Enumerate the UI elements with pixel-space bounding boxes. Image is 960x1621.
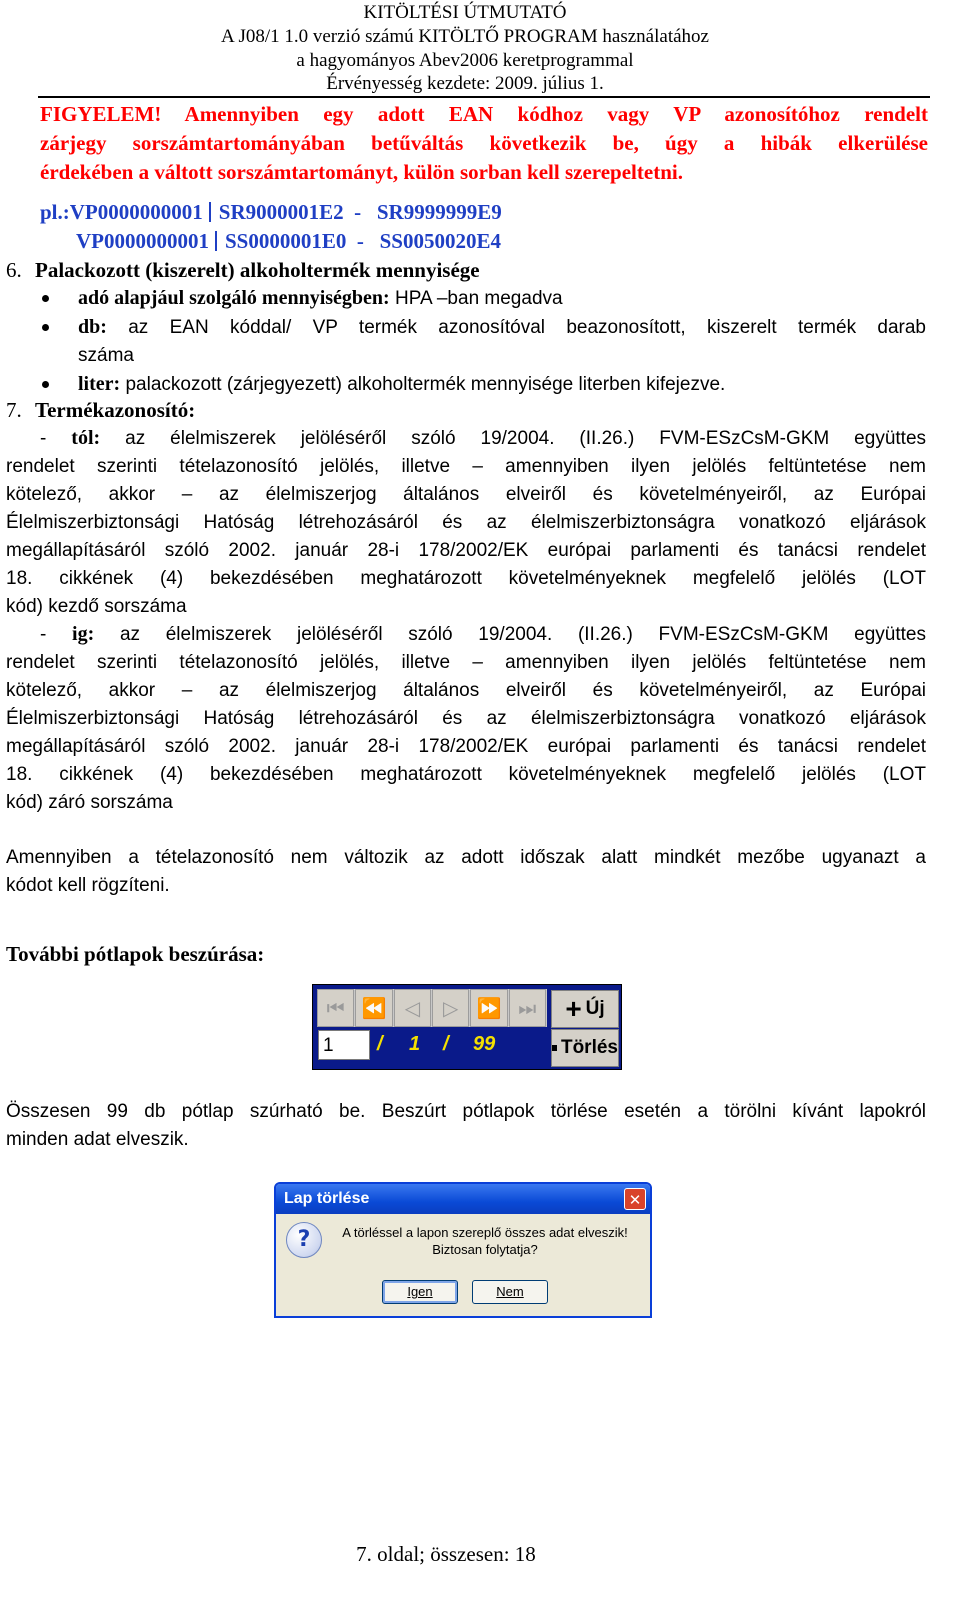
dialog-title: Lap törlése	[284, 1190, 370, 1207]
page-footer: 7. oldal; összesen: 18	[356, 1542, 536, 1566]
dialog-title-bar	[276, 1184, 650, 1214]
insert-heading: További pótlapok beszúrása:	[6, 942, 265, 966]
delete-page-dialog	[274, 1182, 652, 1318]
next-many-button[interactable]	[470, 989, 507, 1027]
header-title: KITÖLTÉSI ÚTMUTATÓ	[363, 2, 567, 23]
bullet-item	[40, 313, 926, 370]
bullet-label: liter:	[78, 373, 121, 395]
bullet-text: palackozott (zárjegyezett) alkoholtermék mennyisége literben kifejezve.	[120, 374, 726, 395]
delete-page-button[interactable]	[551, 1029, 619, 1067]
bullet-label: adó alapjául szolgáló mennyiségben:	[78, 287, 390, 309]
new-page-label: Új	[585, 998, 605, 1019]
paragraph-line: minden adat elveszik.	[6, 1129, 189, 1150]
separator-bar	[215, 231, 217, 251]
warning-line-1: Amennyiben egy adott EAN kódhoz vagy VP azonosítóhoz rendelt	[161, 102, 928, 126]
dialog-message	[330, 1224, 640, 1258]
section-7-title: Termékazonosító:	[35, 398, 196, 422]
example-from-1: SR9000001E2	[218, 200, 344, 224]
current-page-number: 1	[409, 1033, 421, 1055]
example-code-1: VP0000000001	[69, 200, 203, 224]
ig-paragraph	[6, 620, 926, 817]
section-6-heading	[6, 256, 926, 284]
last-icon: ⏭	[518, 996, 537, 1020]
next-many-icon: ⏩	[476, 996, 502, 1020]
first-record-button[interactable]	[317, 989, 354, 1027]
tol-label: tól:	[71, 427, 101, 449]
header-validity: Érvényesség kezdete: 2009. július 1.	[326, 73, 604, 94]
example-row-2	[40, 227, 640, 256]
bullet-text-cont: száma	[78, 345, 134, 366]
paragraph-line: megállapításáról szóló 2002. január 28-i 178/2002/EK európai parlamenti és tanácsi rendelet	[6, 540, 926, 561]
paragraph-line: 18. cikkének (4) bekezdésében meghatározott követelményeknek megfelelő jelölés (LOT	[6, 764, 926, 785]
bullet-label: db:	[78, 316, 107, 338]
section-7-heading	[6, 396, 926, 424]
example-dash-1: -	[354, 200, 362, 224]
example-codes	[40, 198, 640, 256]
example-dash-2: -	[356, 229, 364, 253]
section-6-number: 6.	[6, 258, 22, 282]
yes-button[interactable]	[382, 1280, 458, 1304]
paragraph-line: Amennyiben a tételazonosító nem változik az adott időszak alatt mindkét mezőbe ugyanazt a	[6, 847, 926, 868]
yes-label: Igen	[407, 1284, 433, 1299]
minus-icon	[552, 1045, 557, 1051]
paragraph-line: kód) záró sorszáma	[6, 792, 173, 813]
paragraph-line: rendelet szerinti tételazonosító jelölés, illetve – amennyiben ilyen jelölés feltüntetése nem	[6, 652, 926, 673]
warning-block	[40, 100, 928, 187]
total-page-number: 99	[473, 1033, 496, 1055]
paragraph-line: kötelező, akkor – az élelmiszerjog általános elveiről és követelményeiről, az Európai	[6, 680, 926, 701]
paragraph-line: megállapításáról szóló 2002. január 28-i 178/2002/EK európai parlamenti és tanácsi rendelet	[6, 736, 926, 757]
page-number-input[interactable]: 1	[318, 1030, 370, 1060]
prev-many-icon: ⏪	[361, 996, 387, 1020]
paragraph-line: - tól: az élelmiszerek jelöléséről szóló 19/2004. (II.26.) FVM-ESzCsM-GKM együttes	[40, 427, 927, 449]
prev-icon: ◁	[404, 996, 421, 1020]
counter-separator: /	[377, 1033, 383, 1055]
next-icon: ▷	[442, 996, 459, 1020]
bullet-item	[40, 370, 926, 399]
example-to-2: SS0050020E4	[379, 229, 501, 253]
counter-separator: /	[443, 1033, 449, 1055]
bullet-text: HPA –ban megadva	[389, 288, 563, 309]
record-navigator	[312, 984, 622, 1070]
example-from-2: SS0000001E0	[225, 229, 347, 253]
section-7-number: 7.	[6, 398, 22, 422]
ig-label: ig:	[72, 623, 95, 645]
prev-record-button[interactable]	[394, 989, 431, 1027]
bullet-text: az EAN kóddal/ VP termék azonosítóval beazonosított, kiszerelt termék darab	[106, 317, 926, 338]
warning-line-3: érdekében a váltott sorszámtartományt, külön sorban kell szerepeltetni.	[40, 160, 683, 184]
navigator-buttons	[317, 989, 547, 1027]
example-to-1: SR9999999E9	[376, 200, 502, 224]
prev-many-button[interactable]	[355, 989, 392, 1027]
no-button[interactable]	[472, 1280, 548, 1304]
next-record-button[interactable]	[432, 989, 469, 1027]
paragraph-line: 18. cikkének (4) bekezdésében meghatározott követelményeknek megfelelő jelölés (LOT	[6, 568, 926, 589]
dialog-message-line-1: A törléssel a lapon szereplő összes adat elveszik!	[342, 1225, 628, 1240]
paragraph-line: Élelmiszerbiztonsági Hatóság létrehozásáról és az élelmiszerbiztonságra vonatkozó eljárások	[6, 512, 926, 533]
first-icon: ⏮	[326, 996, 345, 1020]
header-rule	[38, 96, 930, 98]
warning-line-2: zárjegy sorszámtartományában betűváltás következik be, úgy a hibák elkerülése	[40, 131, 928, 155]
new-page-button[interactable]	[551, 990, 619, 1028]
warning-label: FIGYELEM!	[40, 102, 162, 126]
section-6-title: Palackozott (kiszerelt) alkoholtermék mennyisége	[35, 258, 480, 282]
header-framework: a hagyományos Abev2006 keretprogrammal	[296, 50, 634, 71]
paragraph-line: kódot kell rögzíteni.	[6, 875, 170, 896]
paragraph-line: rendelet szerinti tételazonosító jelölés, illetve – amennyiben ilyen jelölés feltüntetése nem	[6, 456, 926, 477]
no-label: Nem	[496, 1284, 524, 1299]
plus-icon: +	[565, 993, 582, 1024]
paragraph-line: kötelező, akkor – az élelmiszerjog általános elveiről és követelményeiről, az Európai	[6, 484, 926, 505]
last-record-button[interactable]	[509, 989, 546, 1027]
bullet-line	[78, 313, 926, 342]
paragraph-line: - ig: az élelmiszerek jelöléséről szóló 19/2004. (II.26.) FVM-ESzCsM-GKM együttes	[40, 623, 927, 645]
section-6-bullets	[40, 284, 926, 399]
note-paragraph	[6, 844, 926, 900]
question-icon: ?	[286, 1222, 322, 1258]
example-row-1	[40, 198, 640, 227]
header-program: A J08/1 1.0 verzió számú KITÖLTŐ PROGRAM használatához	[221, 26, 709, 47]
close-icon[interactable]: ✕	[624, 1188, 646, 1210]
paragraph-line: Összesen 99 db pótlap szúrható be. Beszúrt pótlapok törlése esetén a törölni kívánt lapokról	[6, 1101, 926, 1122]
delete-page-label: Törlés	[560, 1037, 618, 1058]
tol-paragraph	[6, 424, 926, 621]
example-code-2: VP0000000001	[76, 229, 209, 253]
paragraph-line: kód) kezdő sorszáma	[6, 596, 187, 617]
bullet-item	[40, 284, 926, 313]
separator-bar	[209, 202, 211, 222]
paragraph-line: Élelmiszerbiztonsági Hatóság létrehozásáról és az élelmiszerbiztonságra vonatkozó eljárások	[6, 708, 926, 729]
example-prefix: pl.:	[40, 200, 70, 224]
summary-paragraph	[6, 1098, 926, 1154]
dialog-message-line-2: Biztosan folytatja?	[432, 1242, 538, 1257]
